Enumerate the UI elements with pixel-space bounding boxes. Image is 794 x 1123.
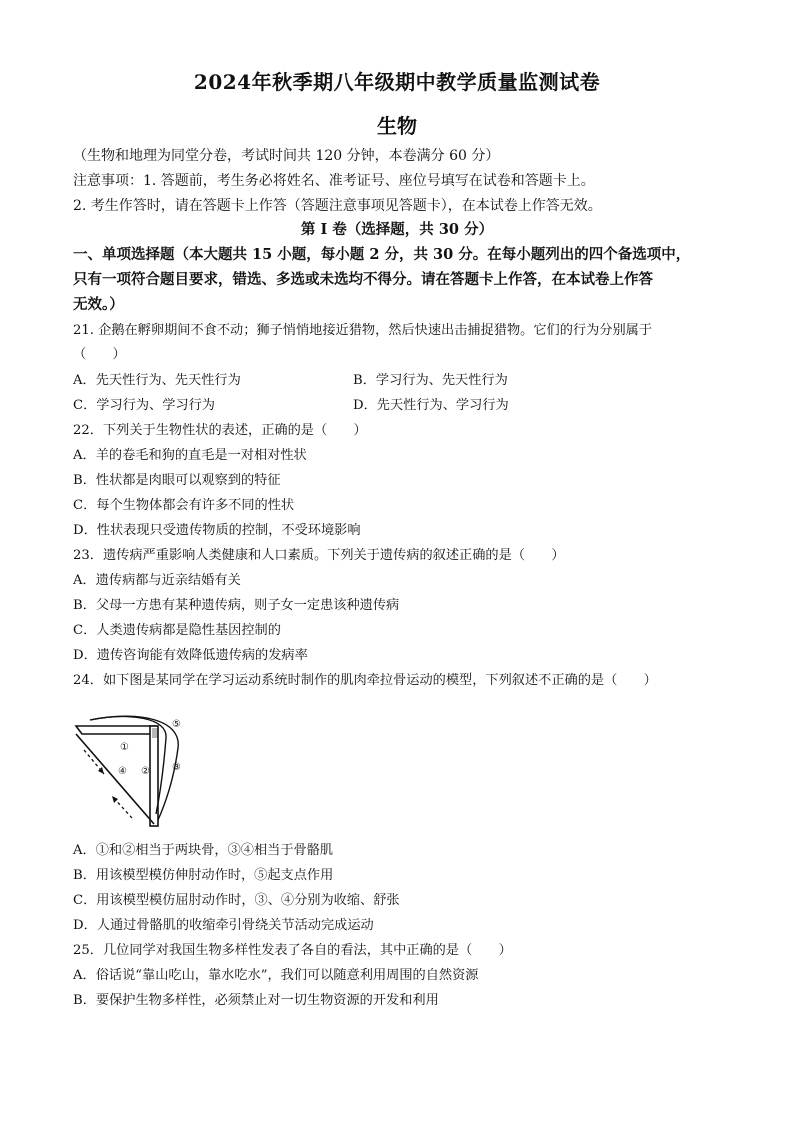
section-instruction-1: 一、单项选择题（本大题共 15 小题，每小题 2 分，共 30 分。在每小题列出的四个备选项中，: [73, 246, 691, 263]
q24-option-d: D．人通过骨骼肌的收缩牵引骨绕关节活动完成运动: [73, 918, 374, 933]
figure-bone-upper: [76, 726, 156, 734]
q23-option-a: A．遗传病都与近亲结婚有关: [73, 573, 241, 588]
q21-answer-blank: （ ）: [73, 347, 126, 362]
figure-label-3: ③: [172, 762, 181, 773]
figure-label-5: ⑤: [172, 719, 181, 730]
note-2: 2. 考生作答时，请在答题卡上作答（答题注意事项见答题卡），在本试卷上作答无效。: [73, 198, 602, 214]
figure-label-1: ①: [120, 742, 129, 753]
q23-option-d: D．遗传咨询能有效降低遗传病的发病率: [73, 648, 308, 663]
q24-option-c: C．用该模型模仿屈肘动作时，③、④分别为收缩、舒张: [73, 893, 400, 908]
figure-arrowhead-2: [112, 796, 118, 803]
q23-option-c: C．人类遗传病都是隐性基因控制的: [73, 623, 281, 638]
figure-arrowhead-1: [98, 767, 104, 774]
q22-option-b: B．性状都是肉眼可以观察到的特征: [73, 473, 281, 488]
q22-option-c: C．每个生物体都会有许多不同的性状: [73, 498, 295, 513]
section-instruction-3: 无效。）: [73, 296, 124, 313]
q22-option-a: A．羊的卷毛和狗的直毛是一对相对性状: [73, 448, 307, 463]
q23-option-b: B．父母一方患有某种遗传病，则子女一定患该种遗传病: [73, 598, 400, 613]
figure-joint: [152, 728, 158, 738]
figure-diagonal-line: [76, 734, 154, 824]
q23-stem: 23．遗传病严重影响人类健康和人口素质。下列关于遗传病的叙述正确的是（ ）: [73, 548, 565, 563]
figure-label-2: ②: [141, 766, 150, 777]
muscle-bone-model-figure: [70, 714, 200, 834]
q21-option-d: D．先天性行为、学习行为: [353, 398, 509, 413]
q21-option-c: C．学习行为、学习行为: [73, 398, 215, 413]
q24-option-b: B．用该模型模仿伸肘动作时，⑤起支点作用: [73, 868, 334, 883]
note-1: 注意事项：1. 答题前，考生务必将姓名、准考证号、座位号填写在试卷和答题卡上。: [73, 173, 595, 189]
q24-stem: 24．如下图是某同学在学习运动系统时制作的肌肉牵拉骨运动的模型，下列叙述不正确的是（ ）: [73, 673, 657, 688]
q24-option-a: A．①和②相当于两块骨，③④相当于骨骼肌: [73, 843, 334, 858]
exam-info: （生物和地理为同堂分卷，考试时间共 120 分钟，本卷满分 60 分）: [73, 148, 500, 164]
q25-stem: 25．几位同学对我国生物多样性发表了各自的看法，其中正确的是（ ）: [73, 943, 512, 958]
exam-title: 2024年秋季期八年级期中教学质量监测试卷: [193, 70, 601, 94]
q22-option-d: D．性状表现只受遗传物质的控制，不受环境影响: [73, 523, 361, 538]
q25-option-a: A．俗话说“靠山吃山，靠水吃水”，我们可以随意利用周围的自然资源: [73, 968, 479, 983]
q25-option-b: B．要保护生物多样性，必须禁止对一切生物资源的开发和利用: [73, 993, 439, 1008]
q21-option-b: B．学习行为、先天性行为: [353, 373, 508, 388]
section-title: 第 I 卷（选择题，共 30 分）: [300, 221, 494, 238]
q21-stem: 21. 企鹅在孵卵期间不食不动；狮子悄悄地接近猎物，然后快速出击捕捉猎物。它们的行为分别属于: [73, 323, 653, 338]
q22-stem: 22．下列关于生物性状的表述，正确的是（ ）: [73, 423, 367, 438]
subject-title: 生物: [377, 114, 417, 138]
figure-label-4: ④: [118, 766, 127, 777]
section-instruction-2: 只有一项符合题目要求，错选、多选或未选均不得分。请在答题卡上作答，在本试卷上作答: [73, 271, 653, 288]
q21-option-a: A．先天性行为、先天性行为: [73, 373, 241, 388]
